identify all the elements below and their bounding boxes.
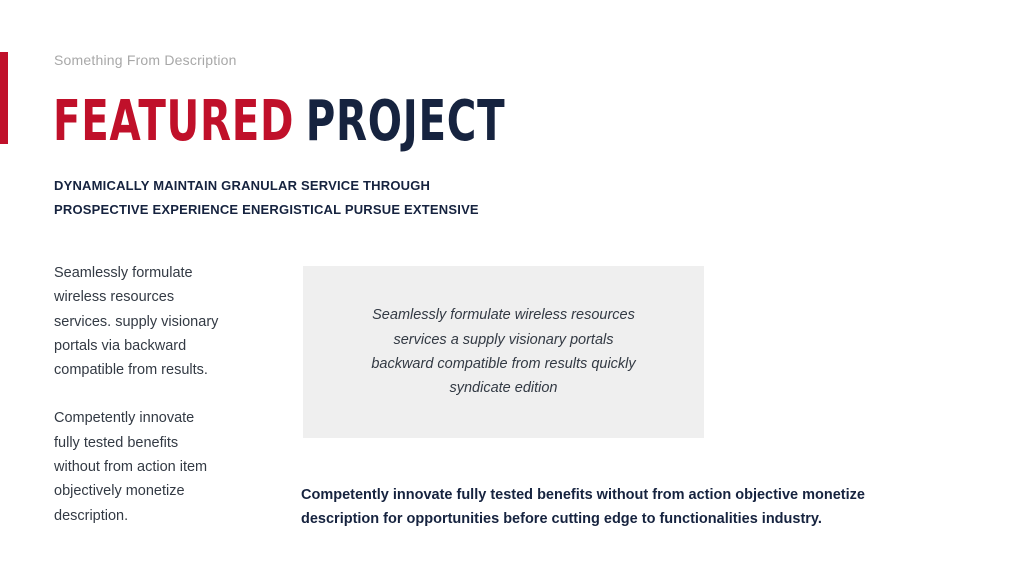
left-para-2-line: description. (54, 507, 129, 524)
quote-box (303, 266, 704, 438)
left-para-1-line: Seamlessly formulate (54, 265, 193, 281)
left-para-1-line: services. supply visionary (54, 313, 219, 330)
left-para-2-line: without from action item (54, 459, 208, 476)
left-para-2-line: objectively monetize (54, 483, 185, 500)
left-para-2-line: fully tested benefits (54, 434, 179, 451)
quote-line: backward compatible from results quickly (371, 356, 636, 372)
subtitle: Something From Description (54, 52, 237, 68)
tagline (54, 174, 479, 222)
quote-line: Seamlessly formulate wireless resources (372, 307, 635, 324)
tagline-line: DYNAMICALLY MAINTAIN GRANULAR SERVICE THROUGH (54, 178, 431, 193)
quote-line: syndicate edition (449, 380, 558, 397)
left-para-1-line: wireless resources (54, 289, 175, 306)
left-column-text (54, 261, 254, 528)
quote-text (371, 303, 635, 400)
bottom-line: Competently innovate fully tested benefits without from action objective monetize (301, 487, 865, 503)
title-word-project: PROJECT (305, 89, 506, 154)
tagline-line: PROSPECTIVE EXPERIENCE ENERGISTICAL PURSUE EXTENSIVE (54, 202, 479, 217)
bottom-line: description for opportunities before cutting edge to functionalities industry. (301, 511, 822, 528)
left-para-1-line: compatible from results. (54, 362, 208, 379)
quote-line: services a supply visionary portals (393, 331, 614, 348)
title-word-featured: FEATURED (53, 89, 295, 154)
accent-bar (0, 52, 8, 144)
bottom-description (301, 483, 865, 532)
left-para-2-line: Competently innovate (54, 410, 195, 427)
page-title (53, 88, 505, 156)
left-para-1-line: portals via backward (54, 337, 187, 354)
paragraph-gap (54, 382, 254, 406)
